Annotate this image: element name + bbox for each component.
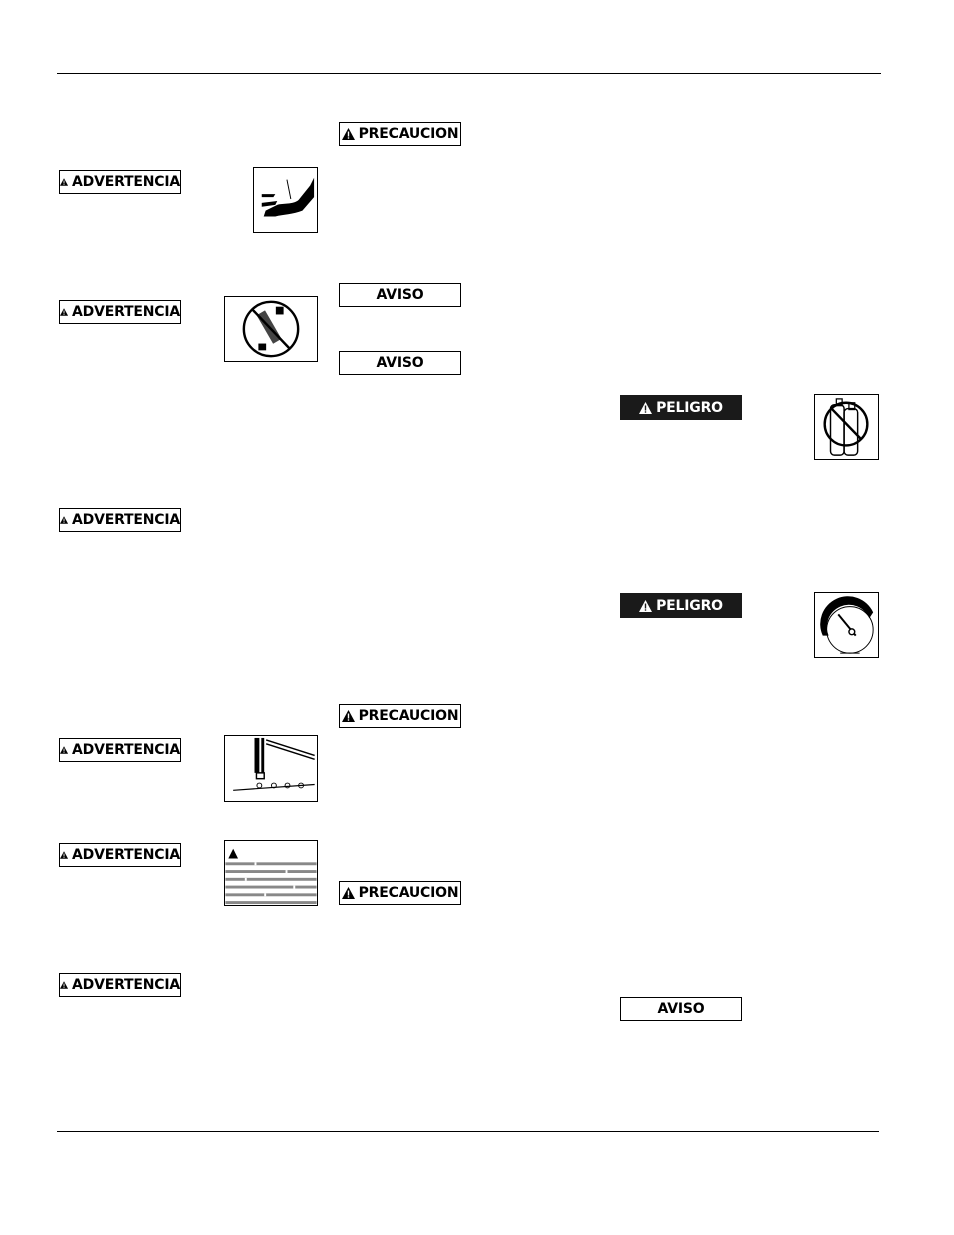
warning-triangle-icon <box>60 514 68 526</box>
warning-triangle-icon <box>60 744 68 756</box>
caution-label-2 <box>339 704 461 728</box>
warning-label-5 <box>59 843 181 867</box>
warning-label-4 <box>59 738 181 762</box>
no-hands-near-nail-gun-icon <box>224 296 318 362</box>
danger-label-text: PELIGRO <box>656 399 723 416</box>
danger-label-text: PELIGRO <box>656 597 723 614</box>
caution-label-1 <box>339 122 461 146</box>
warning-triangle-icon <box>342 887 355 899</box>
bottom-rule <box>57 1131 879 1132</box>
warning-triangle-icon <box>60 849 68 861</box>
top-rule <box>57 73 881 74</box>
notice-label-text: AVISO <box>376 287 424 303</box>
warning-label-1 <box>59 170 181 194</box>
warning-triangle-icon <box>60 979 68 991</box>
warning-label-text: ADVERTENCIA <box>72 742 180 758</box>
warning-triangle-icon <box>60 306 68 318</box>
caution-label-text: PRECAUCION <box>358 126 459 142</box>
nail-spacing-icon <box>224 735 318 802</box>
warning-triangle-icon <box>639 402 652 414</box>
warning-label-text: ADVERTENCIA <box>72 977 180 993</box>
danger-label-2 <box>620 593 742 618</box>
hand-injury-icon <box>253 167 318 233</box>
warning-triangle-icon <box>60 176 68 188</box>
warning-label-text: ADVERTENCIA <box>72 304 180 320</box>
warning-triangle-icon <box>342 710 355 722</box>
warning-label-text: ADVERTENCIA <box>72 847 180 863</box>
caution-label-text: PRECAUCION <box>358 708 459 724</box>
pressure-gauge-icon <box>814 592 879 658</box>
warning-label-2 <box>59 300 181 324</box>
warning-triangle-icon <box>342 128 355 140</box>
notice-label-3 <box>620 997 742 1021</box>
warning-triangle-icon <box>639 600 652 612</box>
danger-label-1 <box>620 395 742 420</box>
warning-label-text: ADVERTENCIA <box>72 512 180 528</box>
no-oxygen-tank-icon <box>814 394 879 460</box>
warning-label-6 <box>59 973 181 997</box>
notice-label-text: AVISO <box>376 355 424 371</box>
notice-label-text: AVISO <box>657 1001 705 1017</box>
warning-label-text: ADVERTENCIA <box>72 174 180 190</box>
notice-label-2 <box>339 351 461 375</box>
warning-label-icon <box>224 840 318 906</box>
caution-label-3 <box>339 881 461 905</box>
warning-label-3 <box>59 508 181 532</box>
notice-label-1 <box>339 283 461 307</box>
caution-label-text: PRECAUCION <box>358 885 459 901</box>
